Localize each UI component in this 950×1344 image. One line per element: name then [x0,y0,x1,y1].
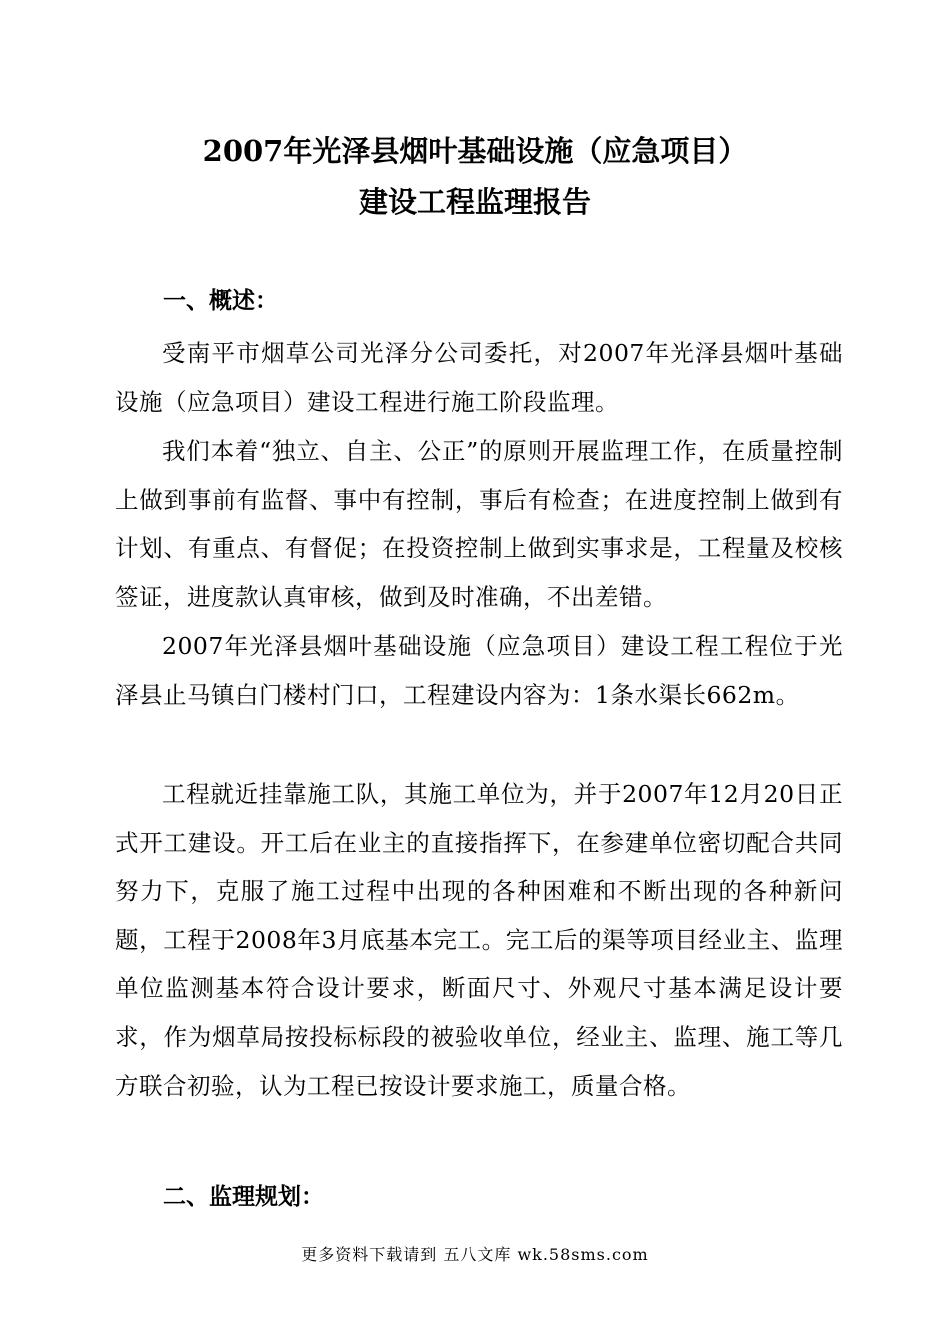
document-title-line-2: 建设工程监理报告 [358,185,591,219]
paragraph-principles: 我们本着“独立、自主、公正”的原则开展监理工作，在质量控制上做到事前有监督、事中有控制，事后有检查；在进度控制上做到有计划、有重点、有督促；在投资控制上做到实事求是，工程量及校核签证，进度款认真审核，做到及时准确，不出差错。 [115,437,843,611]
document-title-line-1: 2007年光泽县烟叶基础设施（应急项目） [202,134,748,168]
paragraph-location: 2007年光泽县烟叶基础设施（应急项目）建设工程工程位于光泽县止马镇白门楼村门口，工程建设内容为：1条水渠长662m。 [115,632,843,709]
section-heading-overview: 一、概述： [163,287,278,314]
paragraph-commission: 受南平市烟草公司光泽分公司委托，对2007年光泽县烟叶基础设施（应急项目）建设工程进行施工阶段监理。 [115,339,843,416]
page-footer: 更多资料下载请到 五八文库 wk.58sms.com [301,1245,649,1264]
section-heading-planning: 二、监理规划： [163,1183,324,1210]
paragraph-construction: 工程就近挂靠施工队，其施工单位为，并于2007年12月20日正式开工建设。开工后在业主的直接指挥下，在参建单位密切配合共同努力下，克服了施工过程中出现的各种困难和不断出现的各种新问题，工程于2008年3月底基本完工。完工后的渠等项目经业主、监理单位监测基本符合设计要求，断面尺寸、外观尺寸基本满足设计要求，作为烟草局按投标标段的被验收单位，经业主、监理、施工等几方联合初验，认为工程已按设计要求施工，质量合格。 [115,780,843,1100]
